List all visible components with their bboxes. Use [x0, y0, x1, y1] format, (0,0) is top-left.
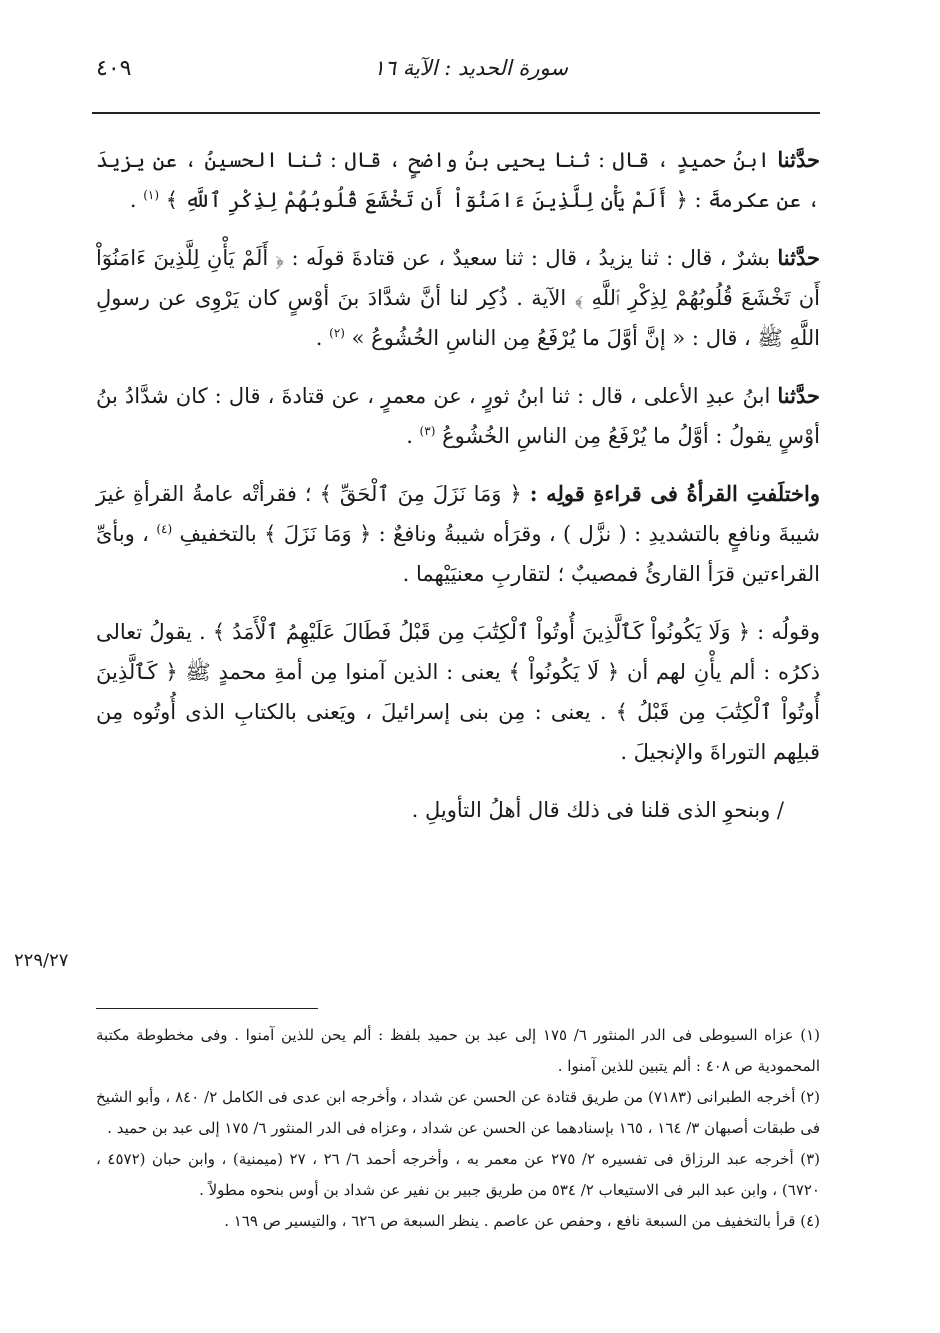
paragraph-2	[96, 238, 820, 358]
footnote-rule	[96, 1008, 318, 1009]
paragraph-text: / وبنحوِ الذى قلنا فى ذلك قال أهلُ التأويلِ .	[411, 798, 784, 822]
footnote-2: (٢) أخرجه الطبرانى (٧١٨٣) من طريق قتادة عن الحسن عن شداد ، وأخرجه ابن عدى فى الكامل ٢/ ٨٤٠ ، وأبو الشيخ فى طبقات أصبهان ٣/ ١٦٤ ، ١٦٥ بإسنادهما عن الحسن عن شداد ، وعزاه فى الدر المنثور ٦/ ١٧٥ إلى عبد بن حميد .	[96, 1088, 821, 1137]
paragraph-text: بشرٌ ، قال : ثنا يزيدُ ، قال : ثنا سعيدٌ ، عن قتادةَ قولَه : ﴿ أَلَمْ يَأْنِ لِلَّذِينَ ءَامَنُوٓاْ أَن تَخْشَعَ قُلُوبُهُمْ لِذِكْرِ ٱللَّهِ ﴾ الآية . ذُكِر لنا أنَّ شدَّادَ بنَ أوْسٍ كان يَرْوِى عن رسولِ اللَّهِ ﷺ ، قال : « إنَّ أوَّلَ ما يُرْفَعُ مِن الناسِ الخُشُوعُ »	[96, 246, 820, 350]
footnote-1: (١) عزاه السيوطى فى الدر المنثور ٦/ ١٧٥ إلى عبد بن حميد بلفظ : ألم يحن للذين آمنوا . وفى مخطوطة مكتبة المحمودية ص ٤٠٨ : ألم يتبين للذين آمنوا .	[96, 1026, 820, 1075]
paragraph-tail: .	[129, 188, 144, 212]
footnote-ref[interactable]: (٤)	[156, 522, 173, 536]
footnote-ref[interactable]: (٣)	[419, 424, 436, 438]
page-header	[96, 52, 818, 92]
paragraph-text: ابنُ حميدٍ ، قال : ثنا يحيى بنُ واضحٍ ، قال : ثنا الحسينُ ، عن يزيدَ ، عن عكرمةَ : ﴿ أَلَمْ يَأْنِ لِلَّذِينَ ءَامَنُوٓاْ أَن تَخْشَعَ قُلُوبُهُمْ لِذِكْرِ ٱللَّهِ ﴾	[96, 148, 820, 212]
footnote-4: (٤) قرأ بالتخفيف من السبعة نافع ، وحفص عن عاصم . ينظر السبعة ص ٦٢٦ ، والتيسير ص ١٦٩ .	[224, 1212, 820, 1230]
main-text	[96, 140, 820, 848]
footnote-3: (٣) أخرجه عبد الرزاق فى تفسيره ٢/ ٢٧٥ عن معمر به ، وأخرجه أحمد ٦/ ٢٦ ، ٢٧ (ميمنية) ، وابن حبان (٤٥٧٢ ، ٦٧٢٠) ، وابن عبد البر فى الاستيعاب ٢/ ٥٣٤ من طريق جبير بن نفير عن شداد بن أوس بنحوه مطولاً .	[96, 1150, 820, 1199]
footnote-ref[interactable]: (٢)	[329, 326, 345, 340]
footnote-ref[interactable]: (١)	[143, 188, 160, 202]
paragraph-4	[96, 474, 820, 594]
paragraph-lead: حدَّثنا	[777, 383, 820, 408]
paragraph-lead: واختلَفتِ القرأةُ فى قراءةِ قولِه :	[529, 481, 820, 506]
paragraph-text: ﴿ وَمَا نَزَلَ مِنَ ٱلْحَقِّ ﴾ ؛ فقرأتْه عامةُ القرأةِ غيرَ شيبةَ ونافعٍ بالتشديدِ : ( نزَّل ) ، وقرَأه شيبةُ ونافعٌ : ﴿ وَمَا نَزَلَ ﴾ بالتخفيفِ	[96, 482, 820, 546]
paragraph-3	[96, 376, 820, 456]
paragraph-1	[96, 140, 820, 220]
paragraph-text: وقولُه : ﴿ وَلَا يَكُونُواْ كَٱلَّذِينَ أُوتُواْ ٱلْكِتَٰبَ مِن قَبْلُ فَطَالَ عَلَيْهِمُ ٱلْأَمَدُ ﴾ . يقولُ تعالى ذكرُه : ألم يأْنِ لهم أن ﴿ لَا يَكُونُواْ ﴾ يعنى : الذين آمنوا مِن أمةِ محمدٍ ﷺ ﴿ كَٱلَّذِينَ أُوتُواْ ٱلْكِتَٰبَ مِن قَبْلُ ﴾ . يعنى : مِن بنى إسرائيلَ ، ويَعنى بالكتابِ الذى أُوتُوه مِن قبلِهم التوراةَ والإنجيلَ .	[96, 620, 820, 764]
paragraph-tail: ، وبأىِّ القراءتين قرَأ القارئُ فمصيبٌ ؛ لتقاربِ معنيَيْهما .	[96, 522, 820, 586]
paragraph-6	[96, 790, 820, 830]
running-title: سورة الحديد : الآية ١٦	[373, 56, 568, 80]
paragraph-lead: حدَّثنا	[777, 245, 820, 270]
page-number: ٤٠٩	[96, 56, 132, 81]
paragraph-lead: حدَّثنا	[777, 147, 820, 172]
paragraph-tail: .	[315, 326, 330, 350]
paragraph-text: ابنُ عبدِ الأعلى ، قال : ثنا ابنُ ثورٍ ، عن معمرٍ ، عن قتادةَ ، قال : كان شدَّادُ بنُ أوْسٍ يقولُ : أوَّلُ ما يُرْفَعُ مِن الناسِ الخُشُوعُ	[96, 384, 820, 448]
paragraph-5	[96, 612, 820, 772]
header-rule	[92, 112, 820, 114]
margin-volume-ref: ٢٢٩/٢٧	[14, 950, 69, 971]
paragraph-tail: .	[406, 424, 420, 448]
footnotes	[96, 1020, 820, 1237]
